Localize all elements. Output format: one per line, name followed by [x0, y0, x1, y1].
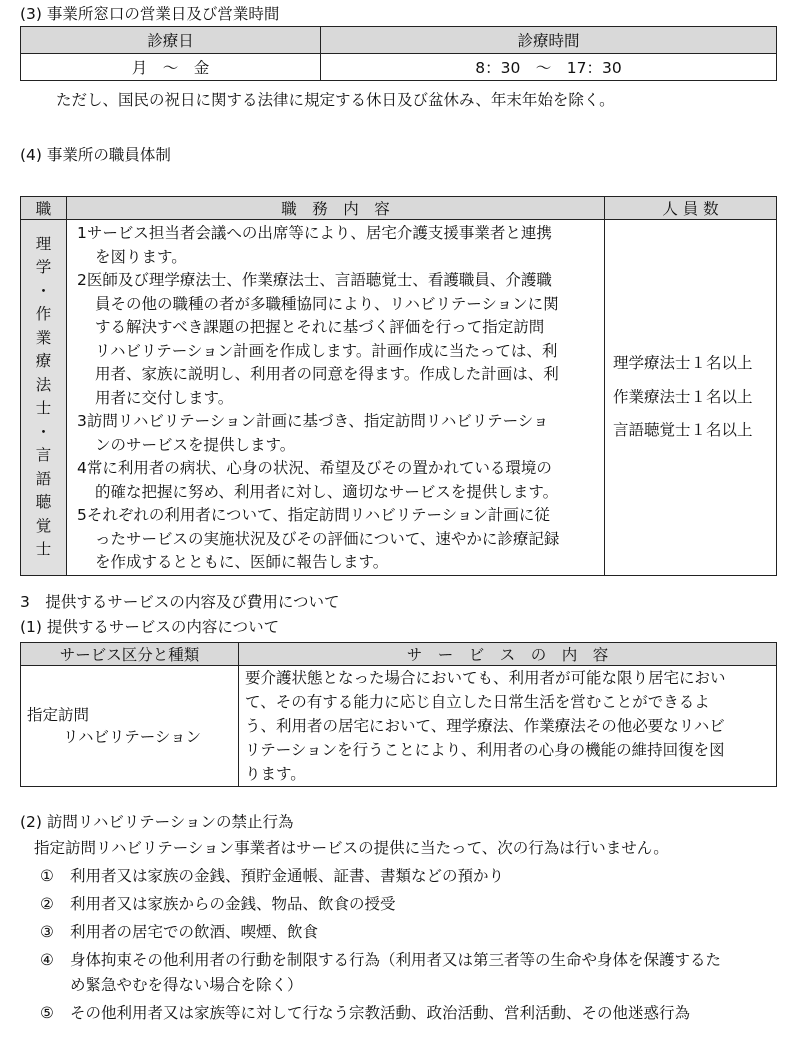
- role-char: 業: [35, 328, 52, 347]
- hours-table: [20, 26, 777, 81]
- header-service-content: サ ー ビ ス の 内 容: [239, 643, 777, 666]
- prohibited-item-4: ④ 身体拘束その他利用者の行動を制限する行為（利用者又は第三者等の生命や身体を保護するた: [40, 951, 722, 969]
- duty-item-5: 5それぞれの利用者について、指定訪問リハビリテーション計画に従 ったサービスの実施状況及びその評価について、速やかに診療記録 を作成するとともに、医師に報告します。: [77, 506, 560, 571]
- header-service-type: サービス区分と種類: [21, 643, 239, 666]
- prohibited-item-2: ② 利用者又は家族からの金銭、物品、飲食の授受: [40, 895, 396, 913]
- section3-title: 3 提供するサービスの内容及び費用について: [20, 593, 340, 611]
- section-3-title: (3) 事業所窓口の営業日及び営業時間: [20, 5, 280, 23]
- header-role: 職: [21, 197, 67, 220]
- duty-item-3: 3訪問リハビリテーション計画に基づき、指定訪問リハビリテーショ ンのサービスを提供します。: [77, 412, 549, 454]
- service-name-line2: リハビリテーション: [63, 728, 202, 746]
- prohibited-item-1: ① 利用者又は家族の金銭、預貯金通帳、証書、書類などの預かり: [40, 867, 505, 885]
- staff-count-cell: [605, 220, 777, 576]
- business-days: 月 ～ 金: [21, 54, 321, 81]
- service-table: [20, 642, 777, 787]
- header-duties: 職 務 内 容: [67, 197, 605, 220]
- header-day: 診療日: [21, 27, 321, 54]
- count-st: 言語聴覚士１名以上: [613, 421, 753, 439]
- role-char: 言: [35, 446, 52, 465]
- role-char: 作: [35, 305, 52, 324]
- role-char: 療: [35, 352, 52, 371]
- role-char: 語: [35, 469, 52, 488]
- duty-item-2: 2医師及び理学療法士、作業療法士、言語聴覚士、看護職員、介護職 員その他の職種の者が多職種協同により、リハビリテーションに関 する解決すべき課題の把握とそれに基づく評価を行って指定訪問 リハビリテーション計画を作成します。計画作成に当たっては、利 用者、家族に説明し、利用者の同意を得ます。作成した計画は、利 用者に交付します。: [77, 271, 559, 407]
- duty-item-4: 4常に利用者の病状、心身の状況、希望及びその置かれている環境の 的確な把握に努め、利用者に対し、適切なサービスを提供します。: [77, 459, 559, 501]
- role-char: ・: [35, 281, 52, 300]
- role-char: 学: [35, 258, 52, 277]
- role-cell: [21, 220, 67, 576]
- role-char: 聴: [35, 493, 52, 512]
- business-hours: 8：30 ～ 17：30: [321, 54, 777, 81]
- prohibited-intro: 指定訪問リハビリテーション事業者はサービスの提供に当たって、次の行為は行いません。: [34, 839, 669, 857]
- holiday-note: ただし、国民の祝日に関する法律に規定する休日及び盆休み、年末年始を除く。: [56, 91, 615, 109]
- count-ot: 作業療法士１名以上: [613, 387, 753, 406]
- duty-item-1: 1サービス担当者会議への出席等により、居宅介護支援事業者と連携 を図ります。: [77, 224, 552, 266]
- section3-1-title: (1) 提供するサービスの内容について: [20, 618, 280, 636]
- duties-cell: [67, 220, 605, 576]
- staff-table: [20, 196, 777, 576]
- role-char: 士: [35, 540, 52, 559]
- section-4-title: (4) 事業所の職員体制: [20, 146, 171, 164]
- header-hours: 診療時間: [321, 27, 777, 54]
- service-content-cell: 要介護状態となった場合においても、利用者が可能な限り居宅におい て、その有する能力に応じ自立した日常生活を営むことができるよ う、利用者の居宅において、理学療法、作業療法その他必要なリハビ リテーションを行うことにより、利用者の心身の機能の維持回復を図 ります。: [239, 666, 777, 787]
- count-pt: 理学療法士１名以上: [613, 354, 753, 372]
- service-type-cell: [21, 666, 239, 787]
- role-char: 士: [35, 399, 52, 418]
- prohibited-item-5: ⑤ その他利用者又は家族等に対して行なう宗教活動、政治活動、営利活動、その他迷惑行為: [40, 1004, 691, 1022]
- service-name-line1: 指定訪問: [27, 706, 90, 724]
- role-char: 法: [35, 375, 52, 394]
- header-count: 人 員 数: [605, 197, 777, 220]
- role-char: 覚: [35, 516, 52, 535]
- prohibited-item-4-cont: め緊急やむを得ない場合を除く）: [70, 976, 303, 994]
- role-char: ・: [35, 422, 52, 441]
- role-char: 理: [35, 234, 52, 253]
- prohibited-item-3: ③ 利用者の居宅での飲酒、喫煙、飲食: [40, 923, 319, 941]
- section3-2-title: (2) 訪問リハビリテーションの禁止行為: [20, 813, 294, 831]
